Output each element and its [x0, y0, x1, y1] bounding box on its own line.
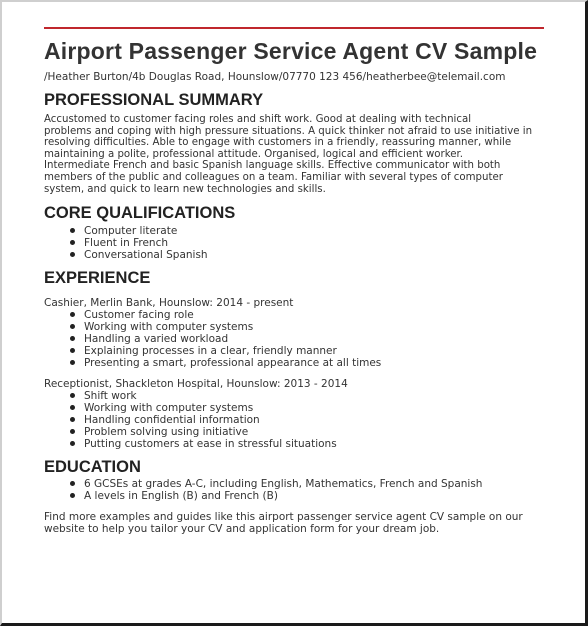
bullet-icon	[70, 493, 75, 498]
list-item	[70, 249, 544, 261]
footer-note	[44, 511, 544, 535]
summary-line: resolving difficulties. Able to engage with customers in a friendly, reassuring manner, while	[44, 137, 512, 149]
list-item	[70, 478, 544, 490]
list-item-text: Explaining processes in a clear, friendly manner	[84, 345, 337, 358]
list-item-text: A levels in English (B) and French (B)	[84, 490, 278, 503]
list-item-text: Customer facing role	[84, 309, 194, 322]
list-item	[70, 237, 544, 249]
summary-line: problems and coping with high pressure situations. A quick thinker not afraid to use initiative in	[44, 125, 533, 137]
bullet-icon	[70, 481, 75, 486]
list-item	[70, 333, 544, 345]
list-item	[70, 438, 544, 450]
summary-line: system, and quick to learn new technologies and skills.	[44, 183, 326, 195]
summary-line: maintaining a polite, professional attitude. Organised, logical and efficient worker.	[44, 148, 464, 160]
list-item-text: Shift work	[84, 390, 137, 403]
education-list	[44, 478, 544, 502]
contact-line: /Heather Burton/4b Douglas Road, Hounslow/07770 123 456/heatherbee@telemail.com	[44, 71, 506, 83]
footer-line: website to help you tailor your CV and application form for your dream job.	[44, 523, 440, 536]
list-item	[70, 402, 544, 414]
section-professional-summary	[44, 89, 544, 195]
bullet-icon	[70, 429, 75, 434]
bullet-icon	[70, 252, 75, 257]
section-core-qualifications	[44, 202, 544, 261]
bullet-icon	[70, 348, 75, 353]
bullet-icon	[70, 441, 75, 446]
list-item	[70, 345, 544, 357]
footer-line: Find more examples and guides like this airport passenger service agent CV sample on our	[44, 511, 523, 524]
list-item-text: Working with computer systems	[84, 402, 254, 415]
list-item-text: Problem solving using initiative	[84, 426, 249, 439]
bullet-icon	[70, 312, 75, 317]
job-title: Receptionist, Shackleton Hospital, Hounslow: 2013 - 2014	[44, 378, 348, 391]
list-item	[70, 390, 544, 402]
section-heading-core: CORE QUALIFICATIONS	[44, 204, 236, 223]
job-title: Cashier, Merlin Bank, Hounslow: 2014 - present	[44, 297, 294, 310]
bullet-icon	[70, 360, 75, 365]
job-duties-list	[44, 309, 544, 369]
list-item-text: Handling confidential information	[84, 414, 260, 427]
bullet-icon	[70, 405, 75, 410]
list-item-text: Conversational Spanish	[84, 249, 208, 262]
list-item	[70, 225, 544, 237]
section-education	[44, 456, 544, 502]
job-duties-list	[44, 390, 544, 450]
summary-line: Intermediate French and basic Spanish language skills. Effective communicator with both	[44, 160, 501, 172]
bullet-icon	[70, 324, 75, 329]
list-item-text: Computer literate	[84, 225, 178, 238]
bullet-icon	[70, 228, 75, 233]
section-heading-experience: EXPERIENCE	[44, 269, 151, 288]
list-item	[70, 357, 544, 369]
list-item	[70, 321, 544, 333]
core-list	[44, 225, 544, 261]
section-heading-summary: PROFESSIONAL SUMMARY	[44, 91, 264, 109]
bullet-icon	[70, 417, 75, 422]
summary-line: members of the public and colleagues on a team. Familiar with several types of computer	[44, 171, 503, 183]
list-item-text: Working with computer systems	[84, 321, 254, 334]
cv-document	[44, 36, 544, 535]
list-item	[70, 490, 544, 502]
bullet-icon	[70, 240, 75, 245]
summary-paragraph	[44, 114, 544, 195]
list-item	[70, 309, 544, 321]
section-experience	[44, 267, 544, 450]
cv-title: Airport Passenger Service Agent CV Sample	[44, 38, 538, 64]
list-item-text: Fluent in French	[84, 237, 168, 250]
list-item-text: 6 GCSEs at grades A-C, including English, Mathematics, French and Spanish	[84, 478, 483, 491]
bullet-icon	[70, 336, 75, 341]
list-item-text: Presenting a smart, professional appearance at all times	[84, 357, 382, 370]
list-item-text: Handling a varied workload	[84, 333, 229, 346]
bullet-icon	[70, 393, 75, 398]
summary-line: Accustomed to customer facing roles and shift work. Good at dealing with technical	[44, 114, 472, 125]
list-item	[70, 414, 544, 426]
list-item-text: Putting customers at ease in stressful situations	[84, 438, 337, 451]
title-rule	[44, 27, 544, 29]
section-heading-education: EDUCATION	[44, 458, 141, 477]
list-item	[70, 426, 544, 438]
